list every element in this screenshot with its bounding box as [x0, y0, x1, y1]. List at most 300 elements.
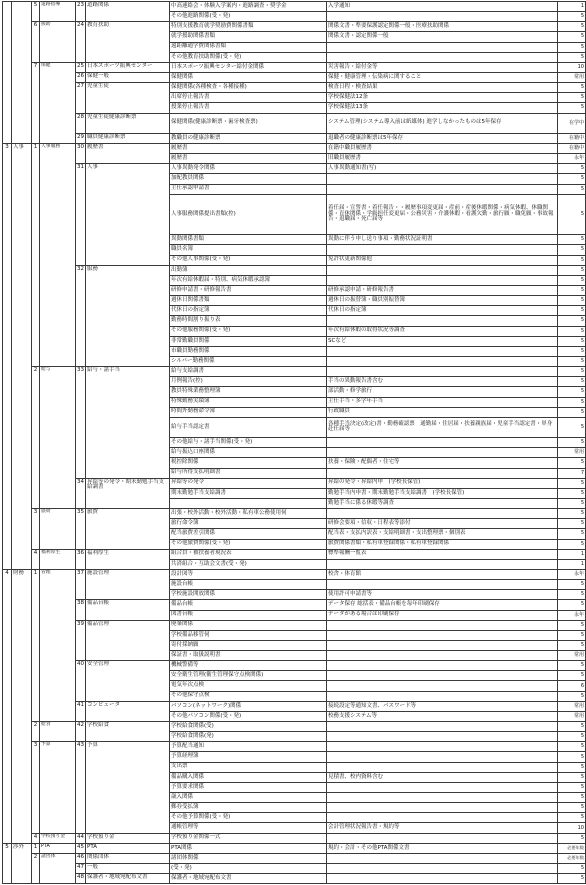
document-example-cell: 代休日の指定簿: [327, 306, 558, 316]
middle-category-cell: 保健一般: [86, 72, 170, 82]
document-name-cell: その他予算関係(受・発): [170, 813, 327, 823]
document-example-cell: システム管理(システム導入前は紙媒体) 進学しなかったものは5年保存: [327, 113, 558, 133]
document-name-cell: 履歴書: [170, 143, 327, 153]
document-name-cell: その他保守点検: [170, 691, 327, 701]
document-name-cell: 勤務時間割り振り表: [170, 316, 327, 326]
document-example-cell: 使用許可申請書等: [327, 590, 558, 600]
table-row: [3, 133, 586, 143]
document-example-cell: 人事異動通知書(写): [327, 164, 558, 174]
sub-category-number: 3: [32, 742, 40, 833]
retention-years-cell: 5: [558, 326, 586, 336]
table-row: [3, 742, 586, 752]
table-row: [3, 701, 586, 711]
retention-years-cell: 5: [558, 275, 586, 285]
document-example-cell: [327, 42, 558, 52]
document-example-cell: [327, 316, 558, 326]
retention-years-cell: 5: [558, 22, 586, 32]
middle-category-cell: 児童生徒: [86, 83, 170, 113]
document-example-cell: 接続設定等通知文書、パスワード等: [327, 701, 558, 711]
document-name-cell: 人事異動発令関係: [170, 164, 327, 174]
retention-years-cell: 必要年数: [558, 853, 586, 863]
sub-category-number: 7: [32, 62, 40, 143]
retention-years-cell: 5: [558, 864, 586, 874]
retention-years-cell: 1: [558, 2, 586, 12]
document-example-cell: [327, 742, 558, 752]
document-example-cell: 見積書、校内資料含む: [327, 772, 558, 782]
document-example-cell: 旧職員履歴書: [327, 154, 558, 164]
document-name-cell: 備品台帳: [170, 600, 327, 610]
document-name-cell: 異動関係書類: [170, 235, 327, 245]
document-retention-table: [2, 1, 586, 884]
document-example-cell: [327, 661, 558, 671]
document-example-cell: [327, 509, 558, 519]
document-name-cell: PTA関係: [170, 843, 327, 853]
document-name-cell: その他服務関係(受・発): [170, 326, 327, 336]
retention-years-cell: 5: [558, 235, 586, 245]
major-category-cell: 渉外: [12, 843, 32, 884]
document-example-cell: [327, 813, 558, 823]
document-example-cell: [327, 833, 558, 843]
table-row: [3, 72, 586, 82]
retention-years-cell: 5: [558, 407, 586, 417]
retention-years-cell: 5: [558, 103, 586, 113]
document-name-cell: その他教育扶助関係(受・発): [170, 52, 327, 62]
table-row: [3, 2, 586, 12]
document-name-cell: 期末勤勉手当支給調書: [170, 488, 327, 498]
document-example-cell: [327, 691, 558, 701]
document-name-cell: 施設台帳: [170, 580, 327, 590]
document-name-cell: 郵券受払簿: [170, 803, 327, 813]
document-example-cell: 研修承認申請・研修報告書: [327, 285, 558, 295]
major-category-number: [3, 2, 12, 144]
document-example-cell: [327, 722, 558, 732]
retention-years-cell: 5: [558, 42, 586, 52]
document-example-cell: [327, 732, 558, 742]
document-example-cell: 行政職員: [327, 407, 558, 417]
middle-category-number: 30: [76, 143, 86, 163]
document-name-cell: 学校給食関係(発): [170, 732, 327, 742]
table-row: [3, 853, 586, 863]
document-example-cell: 着任届・宣誓書・着任報告・・履歴事項変更届・産前・産後休暇関係・病気休暇、休職関係・育休関係・学級担任変更届・公務災害・介護休暇・看護欠勤・旅行願・職免願・事故報告・退職届・死亡届等: [327, 194, 558, 235]
document-example-cell: 年次有給休暇の取得状況等調査: [327, 326, 558, 336]
middle-category-number: 24: [76, 22, 86, 63]
document-name-cell: 教職員の健康診断票: [170, 133, 327, 143]
document-example-cell: [327, 438, 558, 448]
sub-category-cell: 道路指導: [40, 2, 76, 22]
retention-years-cell: 5: [558, 600, 586, 610]
document-example-cell: [327, 681, 558, 691]
retention-years-cell: 5: [558, 174, 586, 184]
middle-category-number: 42: [76, 722, 86, 742]
document-name-cell: 保証書・取扱説明書: [170, 651, 327, 661]
document-name-cell: 設計図等: [170, 569, 327, 579]
document-name-cell: 研修申請書・研修報告書: [170, 285, 327, 295]
document-example-cell: 規約・会計・その他PTA関係文書: [327, 843, 558, 853]
document-example-cell: [327, 651, 558, 661]
middle-category-number: 39: [76, 620, 86, 661]
middle-category-number: 40: [76, 661, 86, 702]
table-row: [3, 478, 586, 488]
table-row: [3, 874, 586, 884]
document-example-cell: [327, 782, 558, 792]
retention-years-cell: 5: [558, 833, 586, 843]
document-name-cell: 廃棄関係: [170, 620, 327, 630]
document-example-cell: [327, 620, 558, 630]
sub-category-cell: 諸団体: [40, 853, 76, 883]
table-row: [3, 722, 586, 732]
retention-years-cell: 常用: [558, 711, 586, 721]
middle-category-cell: 保護者・地域宛配布文書: [86, 874, 170, 884]
document-name-cell: 出席停止報告書: [170, 93, 327, 103]
document-example-cell: [327, 346, 558, 356]
document-name-cell: (受・発): [170, 864, 327, 874]
retention-years-cell: 5: [558, 306, 586, 316]
retention-years-cell: 5: [558, 417, 586, 437]
document-name-cell: 週休日関係書類: [170, 296, 327, 306]
document-name-cell: 給与支給調書: [170, 367, 327, 377]
retention-years-cell: 7: [558, 468, 586, 478]
retention-years-cell: 5: [558, 509, 586, 519]
retention-years-cell: 5: [558, 336, 586, 346]
middle-category-number: 28: [76, 113, 86, 133]
document-name-cell: 市職員勤務関係: [170, 346, 327, 356]
retention-years-cell: 5: [558, 265, 586, 275]
table-row: [3, 549, 586, 559]
sub-category-number: 6: [32, 22, 40, 63]
document-name-cell: 日本スポーツ振興センター給付金関係: [170, 62, 327, 72]
retention-years-cell: 5: [558, 346, 586, 356]
retention-years-cell: 5: [558, 438, 586, 448]
document-name-cell: シルバー勤務関係: [170, 356, 327, 366]
document-example-cell: 勤勉手当に係る休暇等調査: [327, 498, 558, 508]
retention-years-cell: 永年: [558, 154, 586, 164]
document-example-cell: 部活動・修学旅行: [327, 387, 558, 397]
document-name-cell: 人事服務関係提出書類(控): [170, 194, 327, 235]
middle-category-cell: 道路関係: [86, 2, 170, 22]
document-name-cell: 時間外勤務命令簿: [170, 407, 327, 417]
document-name-cell: その他旅費関係(受・発): [170, 539, 327, 549]
retention-years-cell: 永年: [558, 610, 586, 620]
document-example-cell: 会計管理状況報告書・規約等: [327, 823, 558, 833]
retention-years-cell: 5: [558, 640, 586, 650]
document-name-cell: 共済組合・互助会文書(受・発): [170, 559, 327, 569]
retention-years-cell: 5: [558, 377, 586, 387]
middle-category-number: 46: [76, 853, 86, 863]
document-example-cell: [327, 630, 558, 640]
document-name-cell: 給与手当認定書: [170, 417, 327, 437]
sub-category-cell: 福利厚生: [40, 549, 76, 569]
retention-years-cell: 常用: [558, 701, 586, 711]
retention-years-cell: 1: [558, 549, 586, 559]
document-name-cell: その他給与・諸手当関係(受・発): [170, 438, 327, 448]
retention-years-cell: 5: [558, 83, 586, 93]
retention-years-cell: 常用: [558, 72, 586, 82]
document-name-cell: 歳入関係: [170, 793, 327, 803]
document-example-cell: 災害報告・給付金等: [327, 62, 558, 72]
retention-years-cell: 1: [558, 559, 586, 569]
table-row: [3, 569, 586, 579]
middle-category-cell: 給与・諸手当: [86, 367, 170, 479]
middle-category-cell: 人事: [86, 164, 170, 265]
document-name-cell: 昇給等の発令: [170, 478, 327, 488]
middle-category-cell: コンピュータ: [86, 701, 170, 721]
retention-years-cell: 5: [558, 245, 586, 255]
retention-years-cell: 5: [558, 478, 586, 488]
document-example-cell: [327, 448, 558, 458]
sub-category-cell: 管理: [40, 569, 76, 721]
retention-years-cell: 5: [558, 793, 586, 803]
document-example-cell: 昇給の発令・昇給内申 (学校長保管): [327, 478, 558, 488]
retention-years-cell: 5: [558, 813, 586, 823]
retention-years-cell: 5: [558, 498, 586, 508]
document-name-cell: 学校備品移管伺: [170, 630, 327, 640]
table-row: [3, 620, 586, 630]
retention-years-cell: 5: [558, 367, 586, 377]
document-example-cell: 配当表・支払内訳表・支給明細書・支出整理票・個別表: [327, 529, 558, 539]
sub-category-cell: 給食: [40, 722, 76, 742]
retention-years-cell: 5: [558, 742, 586, 752]
table-row: [3, 367, 586, 377]
middle-category-number: 26: [76, 72, 86, 82]
retention-years-cell: 5: [558, 620, 586, 630]
middle-category-cell: 学校給食: [86, 722, 170, 742]
document-name-cell: [170, 498, 327, 508]
middle-category-number: 29: [76, 133, 86, 143]
document-example-cell: [327, 752, 558, 762]
document-name-cell: 予算経理簿: [170, 752, 327, 762]
retention-years-cell: 5: [558, 316, 586, 326]
table-row: [3, 113, 586, 133]
document-name-cell: 特殊勤務実績簿: [170, 397, 327, 407]
document-name-cell: 機械警備等: [170, 661, 327, 671]
document-example-cell: 関係文書・認定関係一般: [327, 32, 558, 42]
document-name-cell: その他進路関係(受・発): [170, 12, 327, 22]
table-row: [3, 833, 586, 843]
retention-years-cell: 5: [558, 194, 586, 235]
document-name-cell: 学校施設開放関係: [170, 590, 327, 600]
document-name-cell: 保健関係: [170, 72, 327, 82]
document-name-cell: 安全衛生管理(衛生管理保守点検関係): [170, 671, 327, 681]
retention-years-cell: 5: [558, 32, 586, 42]
document-example-cell: 免許状更新関係他: [327, 255, 558, 265]
retention-years-cell: 5: [558, 458, 586, 468]
middle-category-number: 32: [76, 265, 86, 366]
middle-category-cell: 備品管理: [86, 620, 170, 661]
retention-years-cell: 5: [558, 488, 586, 498]
document-name-cell: その他パソコン関係(受・発): [170, 711, 327, 721]
sub-category-number: 2: [32, 722, 40, 742]
document-example-cell: [327, 468, 558, 478]
document-example-cell: 関係文書・準要保護認定関係一般・医療扶助関係: [327, 22, 558, 32]
document-example-cell: SCなど: [327, 336, 558, 346]
document-name-cell: 給与所得支払明細書: [170, 468, 327, 478]
document-name-cell: 月例報告(控): [170, 377, 327, 387]
document-name-cell: 代休日の指定簿: [170, 306, 327, 316]
document-name-cell: 特別支援教育就学奨励費関係書類: [170, 22, 327, 32]
retention-years-cell: 在籍中: [558, 143, 586, 153]
document-name-cell: 保健関係(健康診断票・歯牙検査票): [170, 113, 327, 133]
document-example-cell: 研修会要項・信収・日程表等添付: [327, 519, 558, 529]
retention-years-cell: 5: [558, 762, 586, 772]
document-example-cell: [327, 853, 558, 863]
document-name-cell: 履歴書: [170, 154, 327, 164]
document-name-cell: 出張・校外活動・校外活動・私有車公務使用伺: [170, 509, 327, 519]
retention-years-cell: 常用: [558, 651, 586, 661]
middle-category-number: 43: [76, 742, 86, 833]
sub-category-number: 1: [32, 569, 40, 721]
document-name-cell: 税控除関係: [170, 458, 327, 468]
document-example-cell: 検査日程・検査結果: [327, 83, 558, 93]
middle-category-cell: 児童生徒健康診断票: [86, 113, 170, 133]
document-name-cell: 電気年次点検: [170, 681, 327, 691]
document-example-cell: [327, 52, 558, 62]
sub-category-number: 2: [32, 367, 40, 509]
middle-category-number: 25: [76, 62, 86, 72]
middle-category-cell: 関係団体: [86, 853, 170, 863]
document-example-cell: [327, 174, 558, 184]
major-category-number: 5: [3, 843, 12, 884]
retention-years-cell: 10: [558, 62, 586, 72]
sub-category-cell: 旅費: [40, 509, 76, 550]
document-name-cell: 旅行命令簿: [170, 519, 327, 529]
document-name-cell: 保健関係(各種検査・各種接種): [170, 83, 327, 93]
document-example-cell: データがある場合は印刷保存: [327, 610, 558, 620]
document-example-cell: [327, 356, 558, 366]
retention-years-cell: 5: [558, 732, 586, 742]
sub-category-cell: PTA: [40, 843, 76, 853]
middle-category-cell: 福利厚生: [86, 549, 170, 569]
retention-years-cell: 5: [558, 722, 586, 732]
retention-years-cell: 5: [558, 691, 586, 701]
retention-years-cell: 5: [558, 803, 586, 813]
document-name-cell: 職員名簿: [170, 245, 327, 255]
retention-years-cell: 10: [558, 823, 586, 833]
middle-category-cell: 学校預り金: [86, 833, 170, 843]
sub-category-number: 1: [32, 143, 40, 366]
retention-years-cell: 5: [558, 590, 586, 600]
middle-category-number: 45: [76, 843, 86, 853]
sub-category-cell: 給与: [40, 367, 76, 509]
table-row: [3, 62, 586, 72]
document-name-cell: 学校預り金関係一式: [170, 833, 327, 843]
middle-category-cell: 服務: [86, 265, 170, 366]
document-name-cell: 就学援助関係書類: [170, 32, 327, 42]
document-example-cell: 退職者の健康診断票は5年保存: [327, 133, 558, 143]
retention-years-cell: 5: [558, 671, 586, 681]
middle-category-number: 33: [76, 367, 86, 479]
document-name-cell: 授業停止報告書: [170, 103, 327, 113]
sub-category-number: 3: [32, 509, 40, 550]
retention-years-cell: 5: [558, 397, 586, 407]
document-name-cell: 組合員・被扶養者現況表: [170, 549, 327, 559]
middle-category-number: 41: [76, 701, 86, 721]
document-example-cell: 入学通知: [327, 2, 558, 12]
document-example-cell: 保健・健康管理・伝染病に関すること: [327, 72, 558, 82]
retention-years-cell: 5: [558, 255, 586, 265]
retention-years-cell: 5: [558, 539, 586, 549]
middle-category-cell: 職員健康診断票: [86, 133, 170, 143]
retention-years-cell: 5: [558, 630, 586, 640]
document-example-cell: [327, 803, 558, 813]
table-row: [3, 661, 586, 671]
retention-years-cell: 5: [558, 164, 586, 174]
document-example-cell: 扶養・保険・配偶者・住宅等: [327, 458, 558, 468]
document-name-cell: 配当旅費差引関係: [170, 529, 327, 539]
major-category-cell: 人事: [12, 143, 32, 569]
middle-category-cell: 予算: [86, 742, 170, 833]
document-name-cell: 図書台帳: [170, 610, 327, 620]
document-example-cell: [327, 184, 558, 194]
major-category-cell: [12, 2, 32, 144]
document-example-cell: 校舎・体育館: [327, 569, 558, 579]
table-row: [3, 509, 586, 519]
table-row: [3, 22, 586, 32]
retention-years-cell: 5: [558, 782, 586, 792]
document-example-cell: [327, 864, 558, 874]
sub-category-number: 4: [32, 549, 40, 569]
document-example-cell: [327, 265, 558, 275]
table-row: [3, 864, 586, 874]
middle-category-number: 47: [76, 864, 86, 874]
document-example-cell: 手当の異動報告書含む: [327, 377, 558, 387]
document-example-cell: 学校保健法12条: [327, 93, 558, 103]
document-name-cell: 保護者・地域宛配布文書: [170, 874, 327, 884]
table-row: [3, 265, 586, 275]
document-example-cell: [327, 762, 558, 772]
middle-category-number: 48: [76, 874, 86, 884]
retention-years-cell: 5: [558, 874, 586, 884]
document-example-cell: [327, 640, 558, 650]
retention-years-cell: 5: [558, 296, 586, 306]
document-name-cell: 教員特殊業務整理簿: [170, 387, 327, 397]
retention-years-cell: 常用: [558, 448, 586, 458]
document-name-cell: パソコン(ネットワーク)関係: [170, 701, 327, 711]
sub-category-cell: 予算: [40, 742, 76, 833]
middle-category-cell: 昇給等の発令・期末勤勉手当支給調書: [86, 478, 170, 508]
retention-years-cell: 5: [558, 580, 586, 590]
middle-category-cell: 安全管理: [86, 661, 170, 702]
middle-category-number: 37: [76, 569, 86, 599]
retention-years-cell: 5: [558, 772, 586, 782]
document-name-cell: 中高連絡会・体験入学案内・進路調査・奨学金: [170, 2, 327, 12]
document-name-cell: その他人事関係(受・発): [170, 255, 327, 265]
middle-category-cell: 履歴書: [86, 143, 170, 163]
sub-category-number: 4: [32, 833, 40, 843]
document-example-cell: 勤勉手当内申書・期末勤勉手当支給調書 (学校長保管): [327, 488, 558, 498]
middle-category-cell: 一般: [86, 864, 170, 874]
table-row: [3, 143, 586, 153]
sub-category-number: 2: [32, 853, 40, 883]
sub-category-cell: 人事服務: [40, 143, 76, 366]
document-example-cell: 週休日の振替簿・職員別振替簿: [327, 296, 558, 306]
document-example-cell: [327, 559, 558, 569]
document-name-cell: 寄付採納願: [170, 640, 327, 650]
document-name-cell: 加配教員関係: [170, 174, 327, 184]
middle-category-number: 31: [76, 164, 86, 265]
middle-category-number: 35: [76, 509, 86, 550]
document-name-cell: 予算配当通知: [170, 742, 327, 752]
document-example-cell: [327, 874, 558, 884]
middle-category-number: 44: [76, 833, 86, 843]
major-category-cell: 財務: [12, 569, 32, 843]
middle-category-number: 27: [76, 83, 86, 113]
document-example-cell: [327, 580, 558, 590]
document-example-cell: [327, 12, 558, 22]
document-example-cell: 在籍中職員履歴書: [327, 143, 558, 153]
document-name-cell: 支出票: [170, 762, 327, 772]
retention-years-cell: 5: [558, 12, 586, 22]
document-name-cell: 予算要求関係: [170, 782, 327, 792]
